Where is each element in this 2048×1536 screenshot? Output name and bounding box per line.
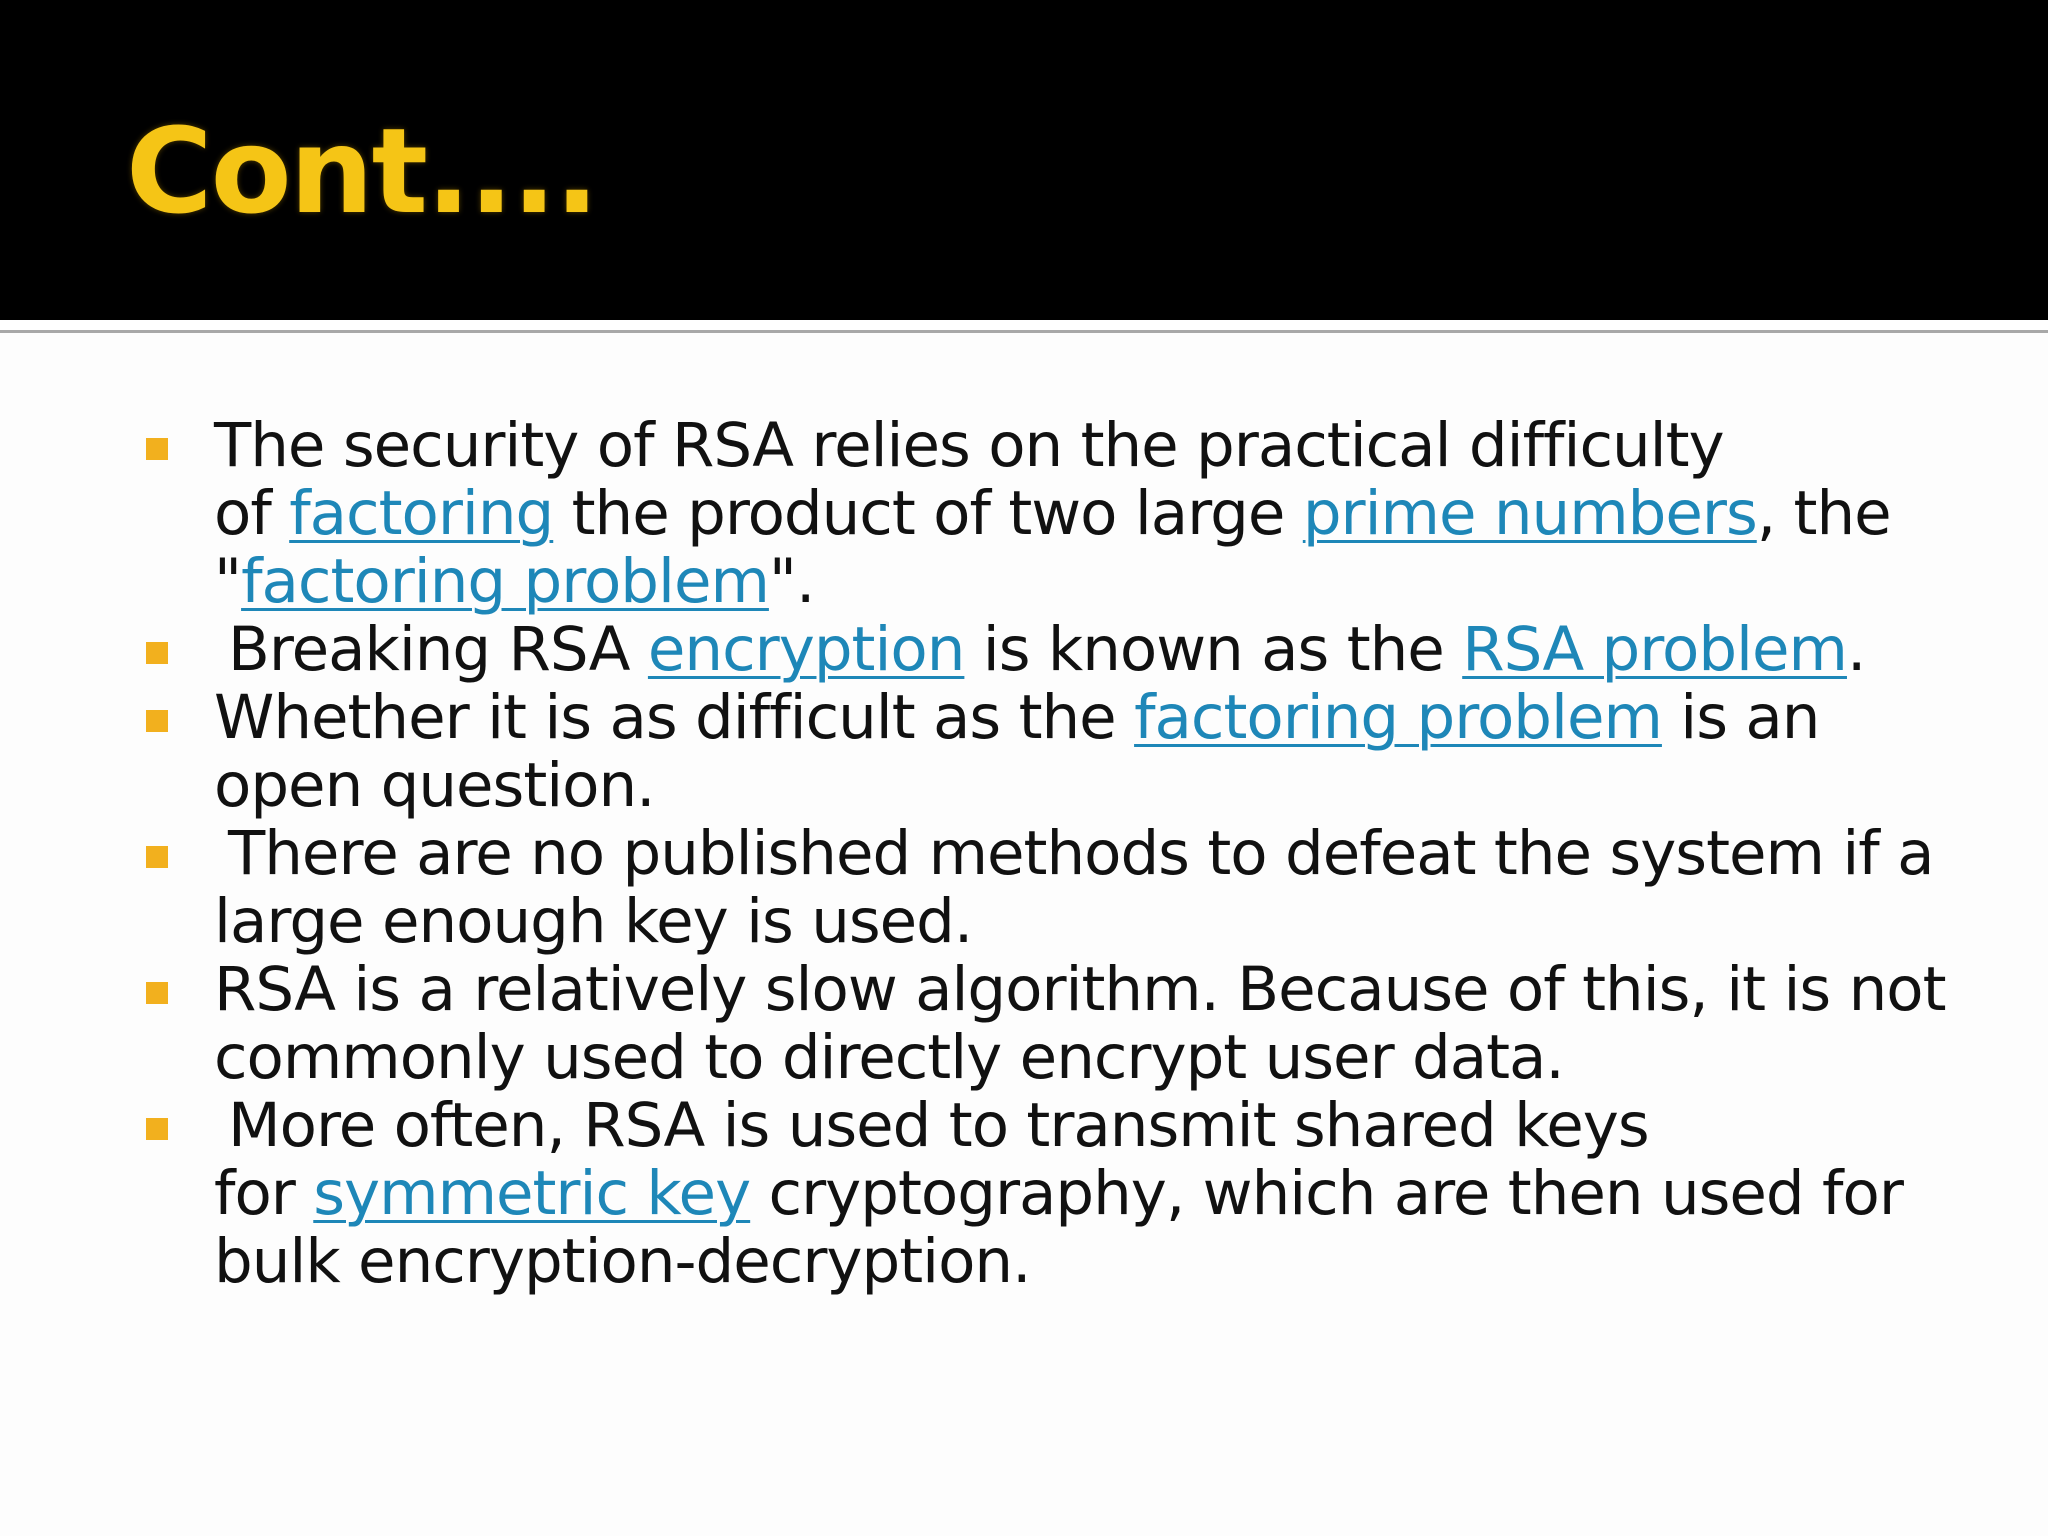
bullet-text: . bbox=[1846, 614, 1866, 685]
hyperlink[interactable]: symmetric key bbox=[313, 1158, 751, 1229]
bullet-text: " bbox=[214, 546, 242, 617]
bullet-square-icon bbox=[146, 642, 168, 664]
bullet-text: The security of RSA relies on the practical difficulty bbox=[214, 410, 1724, 481]
bullet-square-icon bbox=[146, 846, 168, 868]
bullet-text: is an bbox=[1661, 682, 1820, 753]
bullet-text: commonly used to directly encrypt user data. bbox=[214, 1022, 1564, 1093]
bullet-square-icon bbox=[146, 710, 168, 732]
bullet-item bbox=[0, 412, 2048, 616]
slide-header bbox=[0, 0, 2048, 320]
hyperlink[interactable]: encryption bbox=[647, 614, 965, 685]
bullet-text: RSA is a relatively slow algorithm. Because of this, it is not bbox=[214, 954, 1946, 1025]
bullet-item bbox=[0, 684, 2048, 820]
header-divider-white bbox=[0, 320, 2048, 330]
bullet-text: More often, RSA is used to transmit shared keys bbox=[228, 1090, 1649, 1161]
bullet-text: bulk encryption-decryption. bbox=[214, 1226, 1031, 1297]
hyperlink[interactable]: RSA problem bbox=[1462, 614, 1847, 685]
bullet-text: There are no published methods to defeat the system if a bbox=[228, 818, 1934, 889]
hyperlink[interactable]: factoring problem bbox=[1134, 682, 1662, 753]
bullet-square-icon bbox=[146, 438, 168, 460]
hyperlink[interactable]: factoring bbox=[289, 478, 554, 549]
bullet-square-icon bbox=[146, 982, 168, 1004]
bullet-item bbox=[0, 956, 2048, 1092]
bullet-list bbox=[0, 412, 2048, 1296]
bullet-item bbox=[0, 820, 2048, 956]
bullet-text: of bbox=[214, 478, 290, 549]
bullet-item bbox=[0, 1092, 2048, 1296]
bullet-square-icon bbox=[146, 1118, 168, 1140]
bullet-text: is known as the bbox=[964, 614, 1463, 685]
bullet-text: open question. bbox=[214, 750, 655, 821]
bullet-item bbox=[0, 616, 2048, 684]
bullet-text: , the bbox=[1756, 478, 1891, 549]
hyperlink[interactable]: factoring problem bbox=[241, 546, 769, 617]
bullet-text: large enough key is used. bbox=[214, 886, 973, 957]
bullet-text: cryptography, which are then used for bbox=[750, 1158, 1903, 1229]
bullet-text: for bbox=[214, 1158, 314, 1229]
hyperlink[interactable]: prime numbers bbox=[1302, 478, 1757, 549]
bullet-text: the product of two large bbox=[553, 478, 1303, 549]
slide-title: Cont.... bbox=[126, 102, 598, 240]
bullet-text: ". bbox=[768, 546, 815, 617]
bullet-text: Whether it is as difficult as the bbox=[214, 682, 1135, 753]
bullet-text: Breaking RSA bbox=[228, 614, 648, 685]
